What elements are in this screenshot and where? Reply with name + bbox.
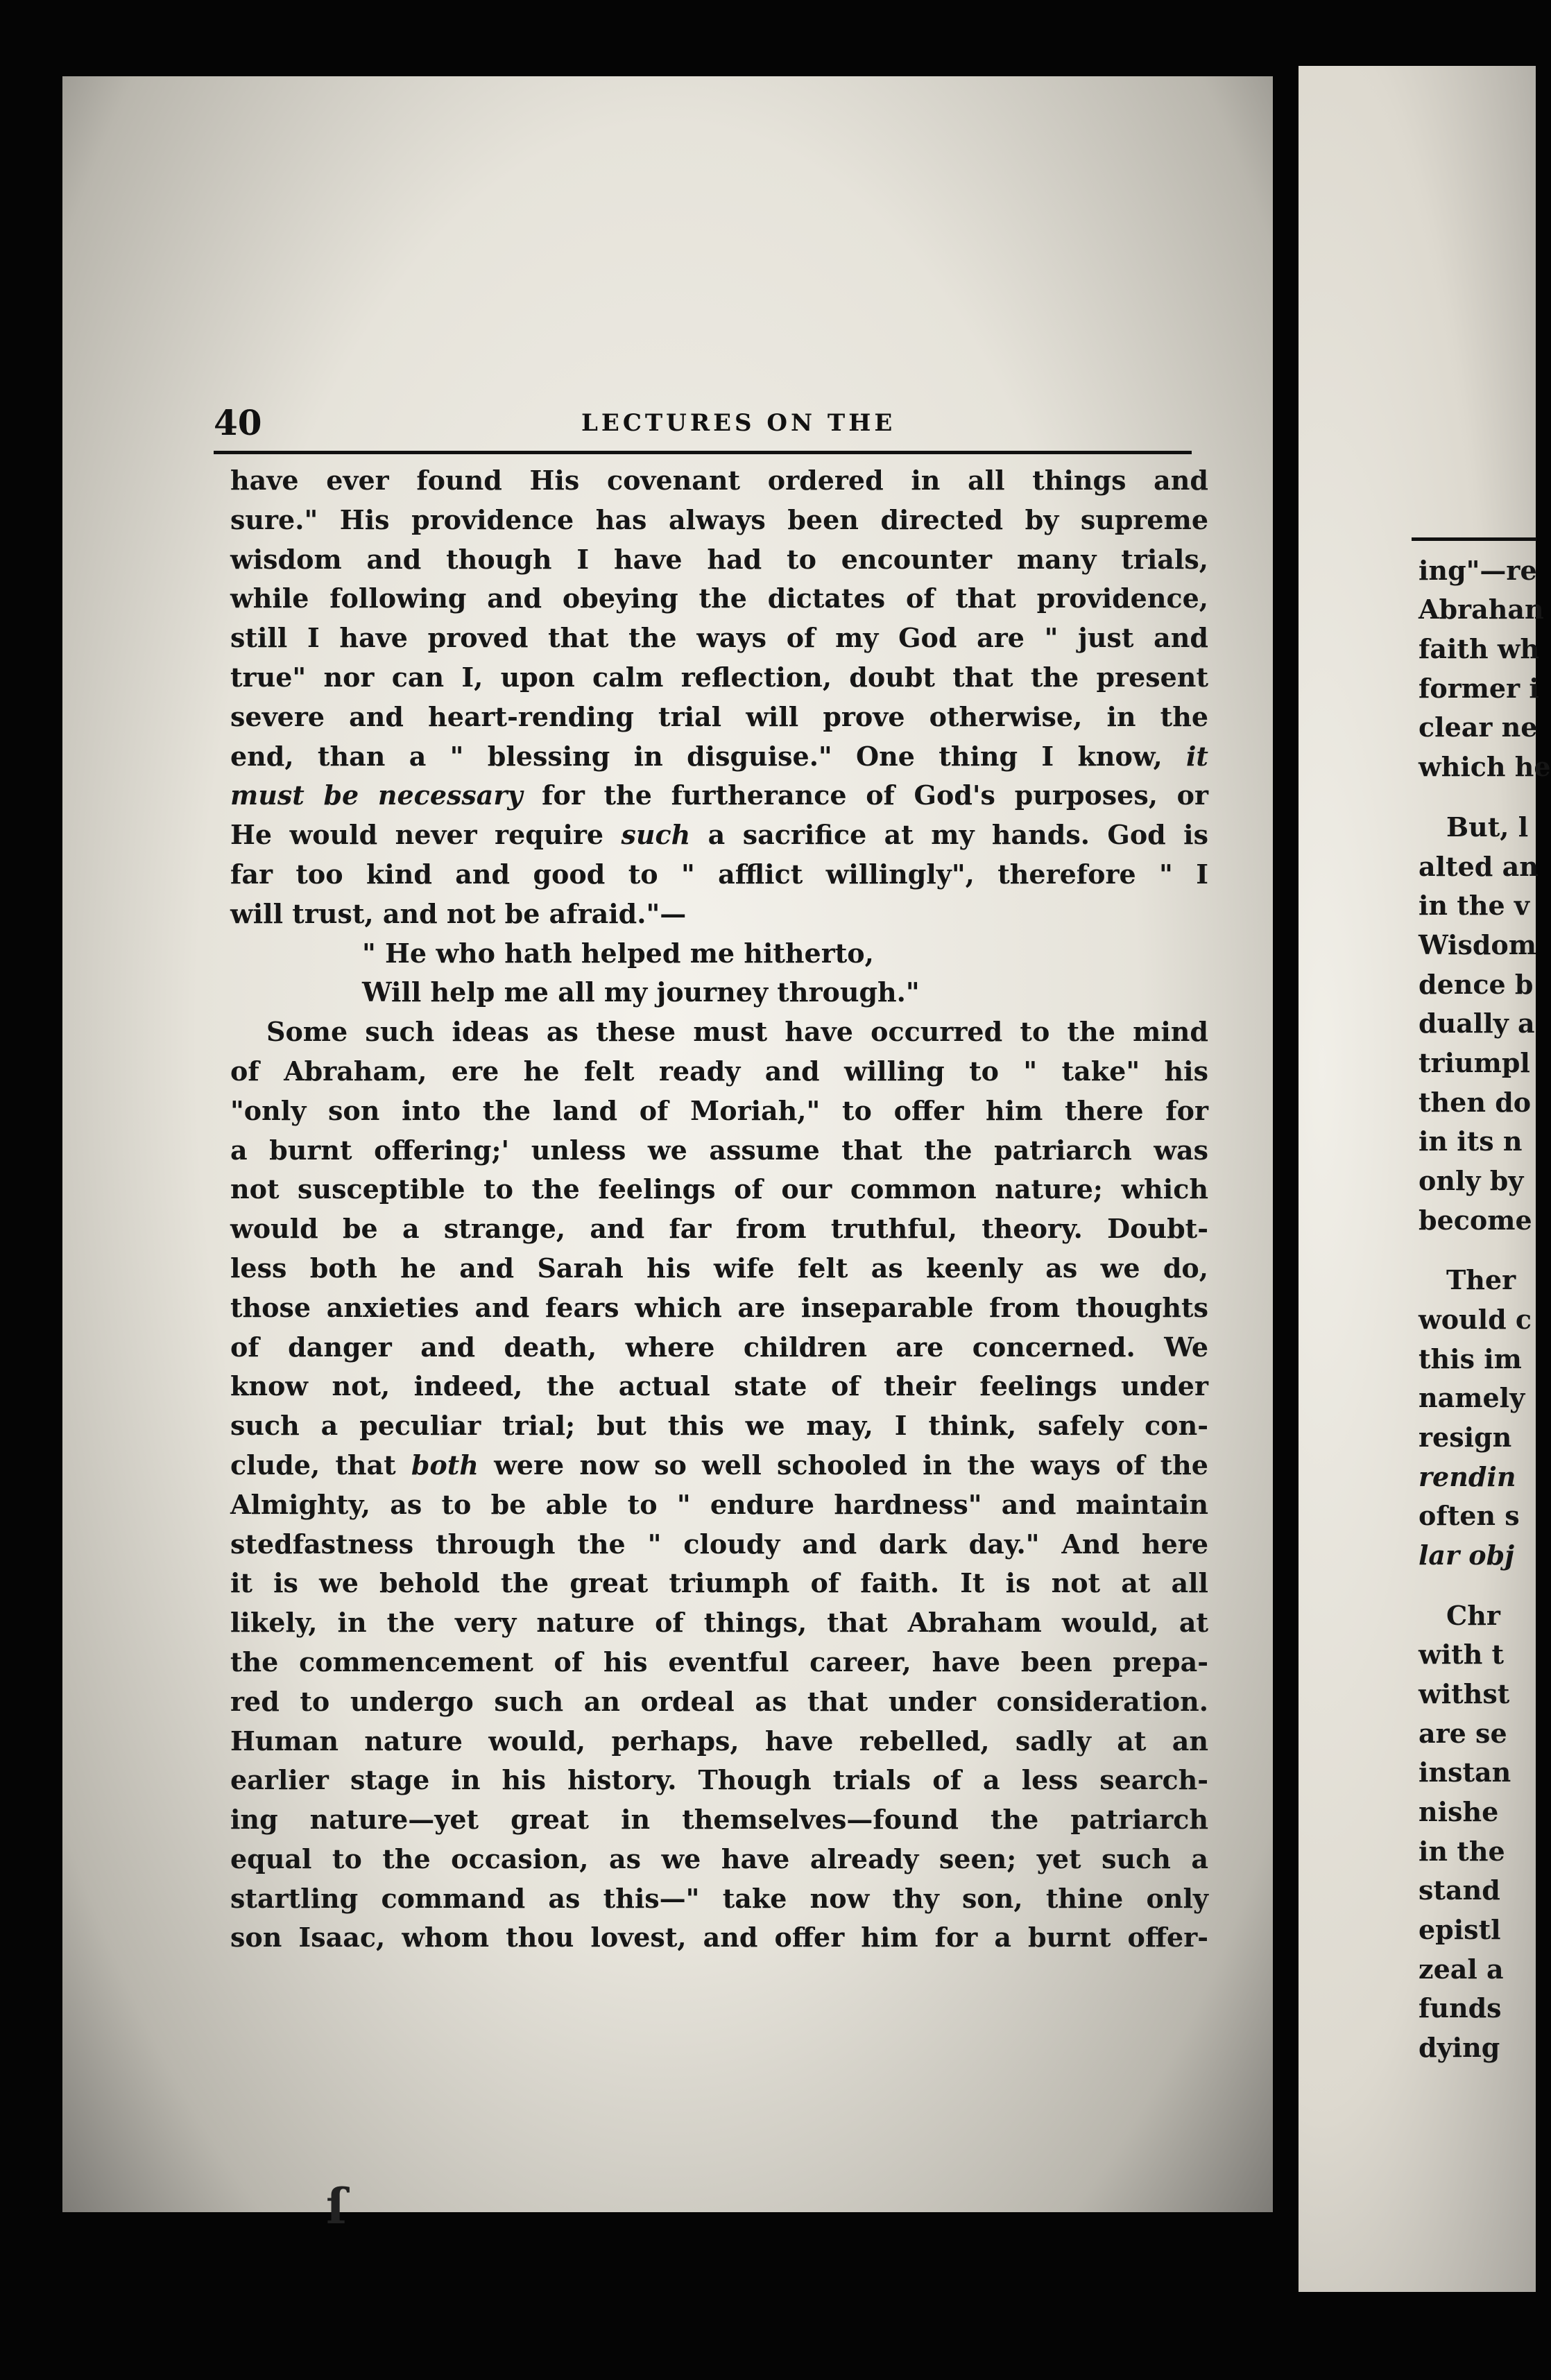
right-page-line: epistl — [1419, 1914, 1501, 1945]
right-page-line: in its n — [1419, 1126, 1523, 1157]
right-page-line: Wisdom — [1419, 929, 1536, 960]
right-page-line: But, l — [1446, 811, 1529, 843]
right-page-line: faith wh — [1419, 633, 1540, 664]
right-page-line: in the v — [1419, 890, 1529, 921]
text-line: red to undergo such an ordeal as that under consideration. — [230, 1685, 1208, 1717]
running-head — [214, 402, 1192, 454]
right-page-line: Chr — [1446, 1600, 1500, 1631]
right-page-line: are se — [1419, 1718, 1507, 1749]
text-line: know not, indeed, the actual state of their feelings under — [230, 1370, 1208, 1402]
paragraph-2 — [230, 1012, 1208, 1958]
text-line: a burnt offering;' unless we assume that the patriarch was — [230, 1134, 1208, 1166]
paragraph-1 — [230, 461, 1208, 934]
text-line: ing nature—yet great in themselves—found the patriarch — [230, 1804, 1208, 1836]
verse-quotation — [230, 934, 1208, 1013]
text-line: end, than a " blessing in disguise." One thing I know, it — [230, 740, 1208, 772]
text-line: not susceptible to the feelings of our common nature; which — [230, 1173, 1208, 1205]
text-line: severe and heart-rending trial will prove otherwise, in the — [230, 700, 1208, 732]
right-page-line: resign — [1419, 1422, 1512, 1453]
text-line: Human nature would, perhaps, have rebelled, sadly at an — [230, 1725, 1208, 1757]
right-page-line: nishe — [1419, 1796, 1499, 1827]
right-page-line: then do — [1419, 1087, 1532, 1118]
text-line: "only son into the land of Moriah," to offer him there for — [230, 1094, 1208, 1126]
right-page-line: dence b — [1419, 969, 1534, 1000]
right-page-line: would c — [1419, 1304, 1532, 1335]
text-line: far too kind and good to " afflict willingly", therefore " I — [230, 858, 1208, 890]
right-page-line: dying — [1419, 2032, 1500, 2063]
text-line: clude, that both were now so well schooled in the ways of the — [230, 1449, 1208, 1481]
text-line: while following and obeying the dictates of that providence, — [230, 583, 1208, 614]
text-line: earlier stage in his history. Though trials of a less search- — [230, 1764, 1208, 1796]
text-line: startling command as this—" take now thy son, thine only — [230, 1882, 1208, 1914]
text-line: will trust, and not be afraid."— — [230, 897, 687, 929]
right-page-line: zeal a — [1419, 1954, 1504, 1985]
right-page-line: this im — [1419, 1343, 1522, 1374]
right-page-line: funds — [1419, 1992, 1502, 2024]
text-line: likely, in the very nature of things, that Abraham would, at — [230, 1607, 1208, 1639]
right-page-line: namely — [1419, 1382, 1525, 1413]
right-page-line: dually a — [1419, 1008, 1535, 1039]
text-line: it is we behold the great triumph of faith. It is not at all — [230, 1567, 1208, 1599]
right-page-line: withst — [1419, 1678, 1510, 1709]
right-page-line: become — [1419, 1205, 1532, 1236]
text-line: stedfastness through the " cloudy and dark day." And here — [230, 1528, 1208, 1560]
right-page-line: Abrahan — [1419, 594, 1544, 625]
body-text — [230, 461, 1208, 1958]
right-page-line: often s — [1419, 1500, 1520, 1531]
right-page-line: Ther — [1446, 1264, 1516, 1295]
right-page-line: which he — [1419, 751, 1551, 782]
text-line: of Abraham, ere he felt ready and willing to " take" his — [230, 1055, 1208, 1087]
text-line: the commencement of his eventful career, have been prepa- — [230, 1646, 1208, 1678]
right-page-line: ing"—re — [1419, 555, 1537, 586]
right-page-line: triumpl — [1419, 1047, 1530, 1078]
right-page-rule — [1412, 537, 1536, 541]
bottom-margin-mark: ſ — [326, 2178, 348, 2235]
right-page-line: instan — [1419, 1757, 1511, 1788]
text-line: still I have proved that the ways of my God are " just and — [230, 622, 1208, 654]
right-page-line: with t — [1419, 1639, 1505, 1670]
right-page-line: only by — [1419, 1165, 1524, 1196]
text-line: those anxieties and fears which are inseparable from thoughts — [230, 1291, 1208, 1323]
right-page-line: stand — [1419, 1874, 1500, 1906]
right-page-line: lar obj — [1419, 1540, 1514, 1571]
right-page-line: rendin — [1419, 1461, 1516, 1492]
text-line: He would never require such a sacrifice at my hands. God is — [230, 819, 1208, 851]
text-line: sure." His providence has always been directed by supreme — [230, 503, 1208, 535]
right-page-line: former i — [1419, 673, 1539, 704]
running-title: LECTURES ON THE — [581, 409, 896, 437]
text-line: true" nor can I, upon calm reflection, doubt that the present — [230, 661, 1208, 693]
text-line: less both he and Sarah his wife felt as keenly as we do, — [230, 1252, 1208, 1284]
verse-line: " He who hath helped me hitherto, — [362, 937, 874, 969]
text-line: must be necessary for the furtherance of God's purposes, or — [230, 779, 1208, 811]
right-page-line: in the — [1419, 1836, 1505, 1867]
right-page-line: alted an — [1419, 851, 1539, 882]
text-line: of danger and death, where children are concerned. We — [230, 1331, 1208, 1363]
text-line: Almighty, as to be able to " endure hardness" and maintain — [230, 1488, 1208, 1520]
right-page-line: clear ne — [1419, 712, 1538, 743]
text-line: would be a strange, and far from truthful, theory. Doubt- — [230, 1213, 1208, 1245]
text-line: Some such ideas as these must have occurred to the mind — [266, 1016, 1208, 1048]
page-number: 40 — [214, 402, 262, 443]
text-line: equal to the occasion, as we have already seen; yet such a — [230, 1843, 1208, 1874]
text-line: have ever found His covenant ordered in all things and — [230, 465, 1208, 496]
text-line: wisdom and though I have had to encounter many trials, — [230, 543, 1208, 575]
text-line: son Isaac, whom thou lovest, and offer him for a burnt offer- — [230, 1922, 1208, 1954]
text-line: such a peculiar trial; but this we may, I think, safely con- — [230, 1410, 1208, 1442]
verse-line: Will help me all my journey through." — [362, 976, 920, 1008]
